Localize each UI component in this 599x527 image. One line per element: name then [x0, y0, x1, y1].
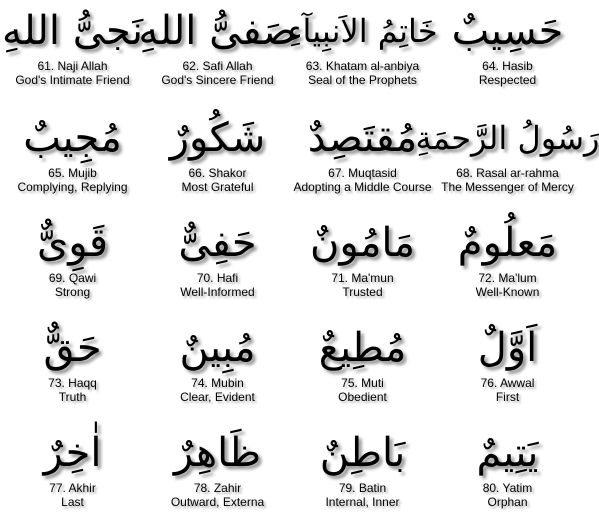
- name-label: 63. Khatam al-anbiya: [305, 59, 420, 73]
- name-card: [290, 317, 435, 422]
- arabic-name: مُبِينٌ: [179, 325, 256, 371]
- name-card: [435, 422, 580, 527]
- name-card: [145, 212, 290, 317]
- name-meaning: Internal, Inner: [325, 495, 400, 509]
- name-meaning: Trusted: [342, 285, 383, 299]
- name-label: 79. Batin: [338, 481, 387, 495]
- name-meaning: Adopting a Middle Course: [293, 180, 432, 194]
- name-card: [145, 107, 290, 212]
- name-label: 71. Ma'mun: [331, 271, 394, 285]
- arabic-name: قَوِىٌّ: [36, 220, 109, 266]
- arabic-name: حَسِيبٌ: [451, 8, 564, 54]
- name-meaning: The Messenger of Mercy: [441, 180, 574, 194]
- name-card: [0, 212, 145, 317]
- name-card: [435, 0, 580, 107]
- name-card: [290, 212, 435, 317]
- name-label: 66. Shakor: [188, 166, 247, 180]
- name-card: [138, 0, 297, 107]
- name-meaning: Respected: [478, 73, 537, 87]
- name-label: 77. Akhir: [49, 481, 96, 495]
- name-card: [145, 317, 290, 422]
- name-label: 64. Hasib: [482, 59, 533, 73]
- name-label: 68. Rasal ar-rahma: [456, 166, 559, 180]
- name-label: 61. Naji Allah: [37, 59, 108, 73]
- arabic-name: نَجىُّ اللهِ: [2, 8, 143, 54]
- name-label: 69. Qawi: [48, 271, 97, 285]
- name-meaning: Well-Known: [475, 285, 540, 299]
- name-meaning: God's Sincere Friend: [161, 73, 274, 87]
- arabic-name: مُجِيبٌ: [23, 115, 122, 161]
- arabic-name: صَفىُّ اللهِ: [138, 8, 297, 54]
- arabic-name: بَاطِنٌ: [319, 430, 406, 476]
- name-meaning: Clear, Evident: [180, 390, 255, 404]
- name-card: [0, 107, 145, 212]
- arabic-name: ظَاهِرٌ: [173, 430, 262, 476]
- name-label: 78. Zahir: [193, 481, 242, 495]
- name-card: [0, 317, 145, 422]
- name-card: [415, 107, 599, 212]
- name-card: [435, 317, 580, 422]
- name-meaning: Truth: [58, 390, 87, 404]
- arabic-name: يَتِيمٌ: [476, 430, 539, 476]
- name-meaning: Complying, Replying: [17, 180, 128, 194]
- arabic-name: شَكُورٌ: [169, 115, 266, 161]
- arabic-name: مَامُونٌ: [309, 220, 416, 266]
- name-meaning: Outward, Externa: [170, 495, 265, 509]
- arabic-name: مُطِيعٌ: [318, 325, 407, 371]
- arabic-name: مُقتَصِدٌ: [307, 115, 418, 161]
- arabic-name: رَسُولُ الرَّحمَةِ: [415, 119, 599, 157]
- arabic-name: حَفِىٌّ: [178, 220, 257, 266]
- name-card: [287, 0, 438, 107]
- name-label: 62. Safi Allah: [182, 59, 253, 73]
- name-meaning: Well-Informed: [180, 285, 255, 299]
- name-card: [145, 422, 290, 527]
- name-meaning: Last: [61, 495, 84, 509]
- name-meaning: First: [495, 390, 520, 404]
- name-card: [290, 107, 435, 212]
- name-meaning: Seal of the Prophets: [308, 73, 417, 87]
- arabic-name: حَقٌّ: [43, 325, 102, 371]
- name-label: 80. Yatim: [482, 481, 533, 495]
- name-label: 67. Muqtasid: [328, 166, 397, 180]
- name-label: 76. Awwal: [480, 376, 535, 390]
- arabic-name: مَعلُومٌ: [457, 220, 558, 266]
- name-meaning: God's Intimate Friend: [15, 73, 130, 87]
- arabic-name: خَاتِمُ الاَنبِيآءِ: [287, 12, 438, 50]
- name-card: [0, 422, 145, 527]
- name-label: 72. Ma'lum: [478, 271, 537, 285]
- name-card: [290, 422, 435, 527]
- name-meaning: Strong: [54, 285, 91, 299]
- name-meaning: Obedient: [338, 390, 387, 404]
- name-card: [0, 0, 145, 107]
- arabic-name: اٰخِرٌ: [43, 430, 102, 476]
- name-card: [435, 212, 580, 317]
- name-label: 73. Haqq: [48, 376, 97, 390]
- name-label: 74. Mubin: [191, 376, 244, 390]
- name-label: 75. Muti: [341, 376, 384, 390]
- name-label: 70. Hafi: [196, 271, 239, 285]
- arabic-name: اَوَّلٌ: [477, 325, 538, 371]
- name-label: 65. Mujib: [48, 166, 97, 180]
- name-meaning: Most Grateful: [181, 180, 254, 194]
- name-meaning: Orphan: [487, 495, 528, 509]
